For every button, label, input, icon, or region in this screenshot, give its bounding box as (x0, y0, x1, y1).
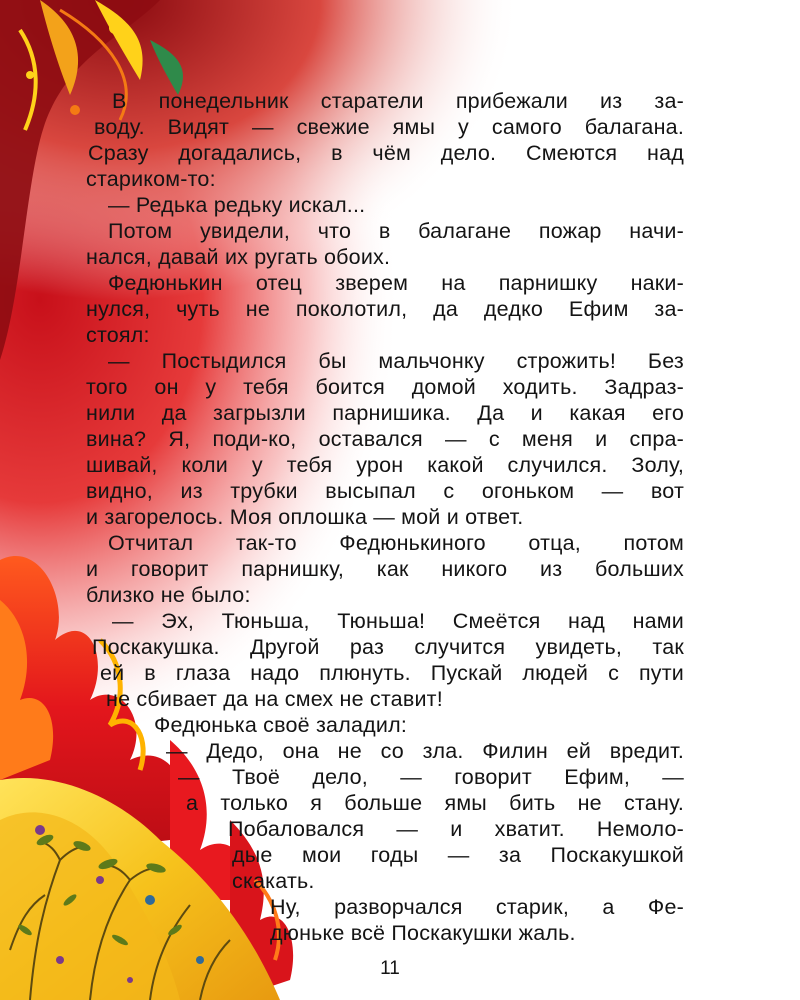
text-line: дюньке всё Поскакушки жаль. (270, 921, 576, 945)
text-line: В понедельник старатели прибежали из за- (112, 89, 684, 113)
text-line: Ну, разворчался старик, а Фе- (270, 895, 684, 919)
text-line: скакать. (232, 869, 315, 893)
text-line: шивай, коли у тебя урон какой случился. Золу, (86, 453, 684, 477)
text-line: — Редька редьку искал... (108, 193, 366, 217)
page-number: 11 (380, 958, 400, 979)
text-line: Поскакушка. Другой раз случится увидеть, так (92, 635, 684, 659)
text-line: Сразу догадались, в чём дело. Смеются над (88, 141, 684, 165)
text-line: стоял: (86, 323, 150, 347)
text-line: — Постыдился бы мальчонку строжить! Без (108, 349, 684, 373)
text-line: и говорит парнишку, как никого из больших (86, 557, 684, 581)
text-line: а только я больше ямы бить не стану. (186, 791, 684, 815)
text-line: Федюнька своё заладил: (154, 713, 407, 737)
text-line: видно, из трубки высыпал с огоньком — вот (86, 479, 684, 503)
text-line: воду. Видят — свежие ямы у самого балагана. (94, 115, 684, 139)
text-line: того он у тебя боится домой ходить. Задраз- (86, 375, 684, 399)
text-line: и загорелось. Моя оплошка — мой и ответ. (86, 505, 524, 529)
text-line: дые мои годы — за Поскакушкой (232, 843, 684, 867)
text-line: вина? Я, поди-ко, оставался — с меня и спра- (86, 427, 684, 451)
text-line: Потом увидели, что в балагане пожар начи- (108, 219, 684, 243)
text-line: Побаловался — и хватит. Немоло- (228, 817, 684, 841)
text-line: близко не было: (86, 583, 251, 607)
text-line: — Твоё дело, — говорит Ефим, — (178, 765, 684, 789)
text-line: — Дедо, она не со зла. Филин ей вредит. (166, 739, 684, 763)
text-line: не сбивает да на смех не ставит! (106, 687, 443, 711)
text-line: Отчитал так-то Федюнькиного отца, потом (108, 531, 684, 555)
text-line: нили да загрызли парнишика. Да и какая его (86, 401, 684, 425)
text-line: Федюнькин отец зверем на парнишку наки- (108, 271, 684, 295)
text-line: — Эх, Тюньша, Тюньша! Смеётся над нами (112, 609, 684, 633)
text-line: нулся, чуть не поколотил, да дедко Ефим за- (86, 297, 684, 321)
text-line: ей в глаза надо плюнуть. Пускай людей с пути (100, 661, 684, 685)
text-line: стариком-то: (86, 167, 216, 191)
text-line: нался, давай их ругать обоих. (86, 245, 391, 269)
